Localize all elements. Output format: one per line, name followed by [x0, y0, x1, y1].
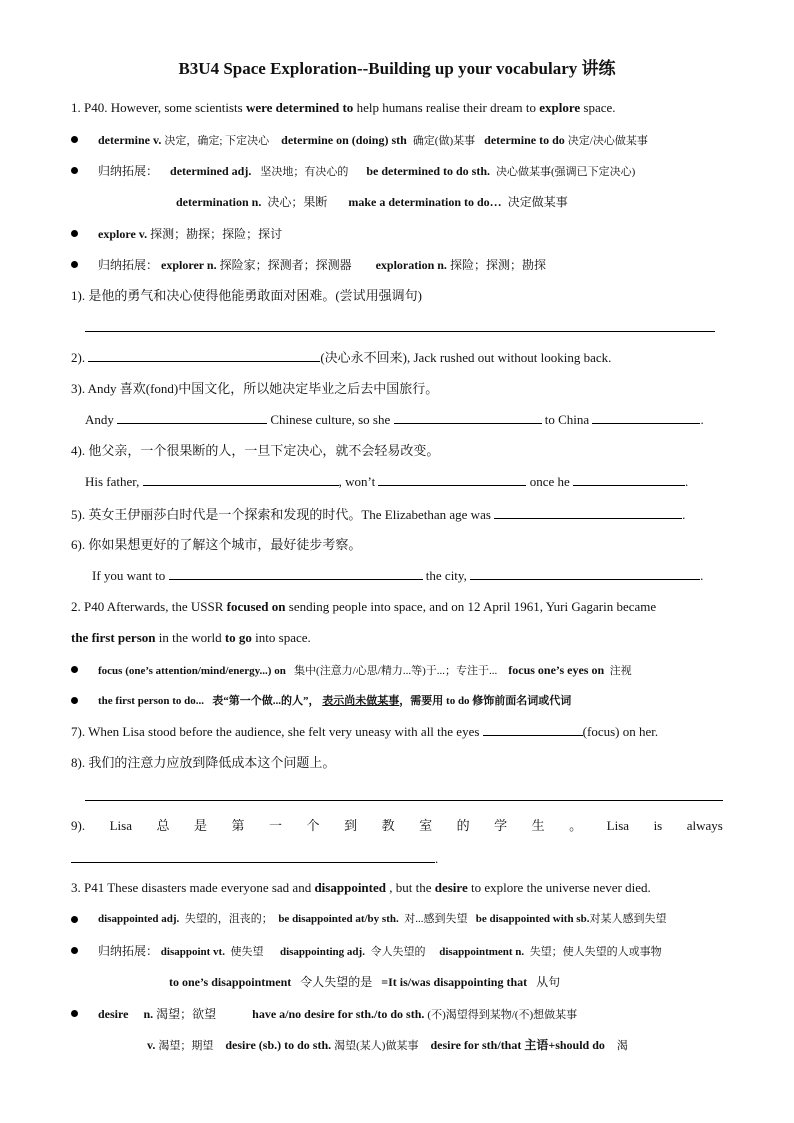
term: explore v. — [98, 227, 148, 241]
section-1-sentence — [71, 98, 794, 118]
exercise-9-word: Lisa — [606, 818, 630, 833]
exercise-3: 3). Andy 喜欢(fond)中国文化，所以她决定毕业之后去中国旅行。 — [71, 381, 439, 396]
text: once he — [526, 474, 574, 489]
meaning: 确定(做)某事 — [412, 135, 476, 147]
desire-verb-line — [147, 1035, 723, 1056]
bullet-determine — [98, 130, 794, 151]
bullet-icon — [71, 136, 78, 143]
term: v. — [147, 1038, 156, 1052]
meaning: (不)渴望得到某物/(不)想做某事 — [427, 1009, 578, 1021]
term: make a determination to do… — [348, 195, 502, 209]
term: determine on (doing) sth — [281, 133, 407, 147]
exercise-9-word: 生 — [531, 818, 545, 833]
bold-phrase: desire — [434, 880, 468, 895]
meaning: 渴 — [616, 1040, 628, 1052]
bullet-icon — [71, 916, 78, 923]
answer-blank[interactable] — [483, 722, 583, 736]
meaning: 渴望(某人)做某事 — [334, 1040, 419, 1052]
meaning: 决心做某事(强调已下定决心) — [496, 166, 636, 178]
exercise-9 — [71, 816, 723, 836]
exercise-8: 8). 我们的注意力应放到降低成本这个问题上。 — [71, 755, 336, 770]
term: exploration n. — [375, 258, 447, 272]
meaning: 使失望 — [230, 946, 264, 958]
exercise-4: 4). 他父亲，一个很果断的人，一旦下定决心，就不会轻易改变。 — [71, 443, 440, 458]
exercise-9-word: 教 — [381, 818, 395, 833]
bullet-disappoint — [98, 941, 794, 962]
meaning: 表“第一个做...的人”， — [212, 695, 320, 707]
exercise-1: 1). 是他的勇气和决心使得他能勇敢面对困难。(尝试用强调句) — [71, 288, 422, 303]
meaning: 坚决地；有决心的 — [260, 166, 349, 178]
bold-phrase: to go — [224, 630, 252, 645]
meaning: 探险家；探测者；探测器 — [219, 258, 352, 272]
text: His father, — [85, 474, 143, 489]
answer-blank[interactable] — [169, 566, 423, 580]
exercise-3-answer — [85, 410, 794, 430]
bullet-explore — [98, 224, 794, 244]
bullet-icon — [71, 1010, 78, 1017]
bullet-focus — [98, 660, 794, 681]
answer-blank[interactable] — [143, 472, 339, 486]
bullet-determined — [98, 161, 794, 182]
exercise-9-word: is — [653, 818, 663, 833]
text: . — [435, 851, 439, 866]
answer-blank[interactable] — [592, 410, 700, 424]
term: to one’s disappointment — [169, 975, 292, 989]
section-3-sentence — [71, 878, 794, 898]
meaning: 集中(注意力/心思/精力...等)于...；专注于... — [294, 665, 498, 677]
bullet-first-person — [98, 691, 794, 711]
term: disappointing adj. — [279, 946, 365, 958]
text: Chinese culture, so she — [267, 412, 394, 427]
text: . — [700, 412, 704, 427]
text: sending people into space, and on 12 April 1961, Yuri Gagarin became — [285, 599, 657, 614]
answer-blank[interactable] — [117, 410, 267, 424]
bold-phrase: explore — [539, 100, 581, 115]
exercise-9-word: 的 — [456, 818, 470, 833]
answer-blank[interactable] — [470, 566, 700, 580]
exercise-9-word: 是 — [194, 818, 208, 833]
text: the city, — [422, 568, 471, 583]
meaning: 决定/决心做某事 — [567, 135, 648, 147]
text: , won’t — [338, 474, 379, 489]
term: desire for sth/that — [430, 1038, 522, 1052]
text: . — [682, 507, 686, 522]
term: determined adj. — [170, 164, 252, 178]
text: If you want to — [92, 568, 169, 583]
meaning: 失望；使人失望的人或事物 — [529, 946, 662, 958]
term: desire — [98, 1007, 129, 1021]
text: 3. P41 These disasters made everyone sad and — [71, 880, 315, 895]
meaning: 对...感到失望 — [404, 913, 468, 925]
text: space. — [580, 100, 616, 115]
bullet-explorer — [98, 255, 794, 275]
bullet-icon — [71, 697, 78, 704]
label: 归纳拓展： — [98, 944, 159, 958]
term: focus one’s eyes on — [508, 663, 605, 677]
term: determination n. — [176, 195, 262, 209]
term: the first person to do... — [98, 695, 205, 707]
meaning: 决定做某事 — [507, 195, 568, 209]
text: (focus) on her. — [582, 724, 659, 739]
term: be determined to do sth. — [366, 164, 491, 178]
exercise-9-answer — [71, 849, 794, 869]
exercise-9-word: Lisa — [109, 818, 132, 833]
meaning: ，需要用 to do 修饰前面名词或代词 — [399, 695, 572, 707]
text: to explore the universe never died. — [467, 880, 651, 895]
exercise-4-answer — [85, 472, 794, 492]
term: have a/no desire for sth./to do sth. — [252, 1007, 425, 1021]
meaning: 探险；探测；勘探 — [449, 258, 546, 272]
term: be disappointed at/by sth. — [278, 913, 399, 925]
text: 1. P40. However, some scientists — [71, 100, 246, 115]
meaning: 令人失望的是 — [300, 975, 373, 989]
text: 2). — [71, 350, 89, 365]
exercise-9-word: 学 — [494, 818, 508, 833]
term: disappointment n. — [439, 946, 525, 958]
meaning: 失望的，沮丧的； — [184, 913, 273, 925]
answer-line[interactable] — [85, 331, 715, 332]
bold-phrase: the first person — [71, 630, 156, 645]
exercise-6-answer — [92, 566, 794, 586]
meaning: 注视 — [609, 665, 632, 677]
bold-phrase: focused on — [226, 599, 286, 614]
bullet-icon — [71, 666, 78, 673]
exercise-2 — [71, 348, 794, 368]
answer-blank[interactable] — [71, 849, 435, 863]
exercise-9-word: 第 — [231, 818, 245, 833]
meaning: 探测；勘探；探险；探讨 — [150, 227, 283, 241]
term: n. — [143, 1007, 154, 1021]
text: Andy — [85, 412, 118, 427]
disappointment-line — [169, 972, 794, 992]
meaning: 决定，确定; 下定决心 — [164, 135, 270, 147]
page-title: B3U4 Space Exploration--Building up your vocabulary 讲练 — [178, 59, 616, 78]
term: determine v. — [98, 133, 162, 147]
label: 归纳拓展： — [98, 258, 159, 272]
bullet-icon — [71, 230, 78, 237]
exercise-9-word: 室 — [419, 818, 433, 833]
exercise-9-word: 到 — [344, 818, 358, 833]
meaning: 决心；果断 — [267, 195, 328, 209]
bullet-icon — [71, 261, 78, 268]
text: 2. P40 Afterwards, the USSR — [71, 599, 227, 614]
exercise-7 — [71, 722, 794, 742]
label: 归纳拓展： — [98, 164, 159, 178]
bullet-disappointed — [98, 909, 794, 929]
meaning: 渴望；期望 — [158, 1040, 214, 1052]
term: =It is/was disappointing that — [381, 975, 528, 989]
text: . — [685, 474, 689, 489]
exercise-9-word: 9). — [71, 818, 86, 833]
section-2-line-2 — [71, 628, 794, 648]
term: be disappointed with sb. — [475, 913, 590, 925]
term: 主语+should do — [524, 1038, 605, 1052]
answer-line[interactable] — [85, 800, 723, 801]
bold-phrase: were determined to — [245, 100, 354, 115]
determination-line — [176, 192, 794, 212]
bold-phrase: disappointed — [314, 880, 386, 895]
exercise-5 — [71, 505, 794, 525]
text: 7). When Lisa stood before the audience, she felt very uneasy with all the eyes — [71, 724, 483, 739]
term: disappoint vt. — [160, 946, 225, 958]
term: focus (one’s attention/mind/energy...) on — [98, 665, 286, 677]
bullet-icon — [71, 947, 78, 954]
answer-blank[interactable] — [494, 505, 682, 519]
text: (决心永不回来), Jack rushed out without looking back. — [320, 350, 612, 365]
exercise-9-word: 总 — [156, 818, 170, 833]
text: help humans realise their dream to — [353, 100, 540, 115]
bullet-icon — [71, 167, 78, 174]
term: desire (sb.) to do sth. — [225, 1038, 332, 1052]
term: explorer n. — [161, 258, 217, 272]
exercise-9-word: always — [686, 818, 723, 833]
meaning: 对某人感到失望 — [589, 913, 667, 925]
text: , but the — [386, 880, 435, 895]
answer-blank[interactable] — [378, 472, 526, 486]
text: to China — [541, 412, 593, 427]
exercise-9-word: 个 — [306, 818, 320, 833]
text: . — [700, 568, 704, 583]
meaning: 从句 — [536, 975, 561, 989]
answer-blank[interactable] — [88, 348, 320, 362]
text: 5). 英女王伊丽莎白时代是一个探索和发现的时代。The Elizabethan age was — [71, 507, 495, 522]
text: in the world — [155, 630, 225, 645]
text: into space. — [251, 630, 311, 645]
exercise-9-word: 。 — [569, 818, 583, 833]
underlined-meaning: 表示尚未做某事 — [322, 695, 400, 707]
term: determine to do — [484, 133, 565, 147]
bullet-desire — [98, 1004, 794, 1025]
meaning: 令人失望的 — [370, 946, 426, 958]
meaning: 渴望；欲望 — [156, 1007, 217, 1021]
exercise-6: 6). 你如果想更好的了解这个城市，最好徒步考察。 — [71, 537, 362, 552]
exercise-9-word: 一 — [269, 818, 283, 833]
section-2-line-1 — [71, 597, 723, 617]
answer-blank[interactable] — [573, 472, 685, 486]
answer-blank[interactable] — [394, 410, 542, 424]
term: disappointed adj. — [98, 913, 180, 925]
